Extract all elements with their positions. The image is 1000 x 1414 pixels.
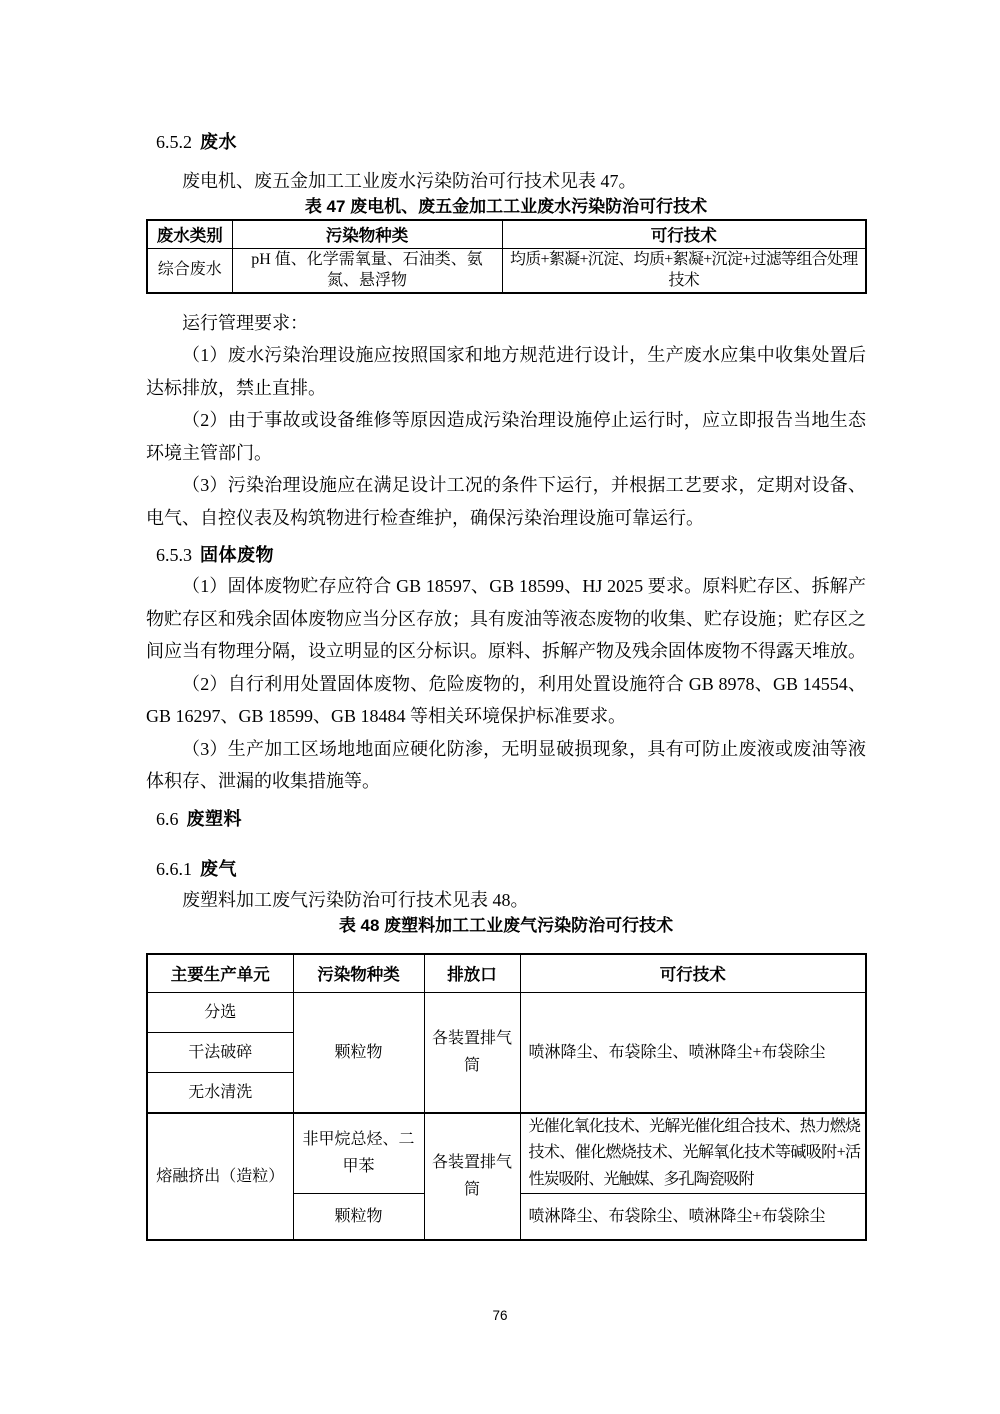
section-title: 固体废物	[200, 545, 274, 565]
section-title: 废水	[200, 132, 237, 152]
paragraph-solid-waste-3: （3）生产加工区场地地面应硬化防渗，无明显破损现象，具有可防止废液或废油等液体积存、泄漏的收集措施等。	[146, 738, 866, 791]
table-47-wastewater-techniques	[146, 219, 867, 294]
table48-cell-pollutant-nmhc-xylene: 非甲烷总烃、二甲苯	[293, 1113, 424, 1194]
table48-cell-technique-dust: 喷淋降尘、布袋除尘、喷淋降尘+布袋除尘	[520, 993, 866, 1113]
table48-header-pollutant: 污染物种类	[293, 954, 424, 993]
table48-header-outlet: 排放口	[424, 954, 520, 993]
table-48-waste-gas-techniques	[146, 953, 867, 1241]
operation-requirements-block	[146, 307, 866, 535]
table48-cell-outlet-stacks: 各装置排气筒	[424, 993, 520, 1113]
section-title: 废塑料	[186, 808, 242, 829]
paragraph-intro-table48: 废塑料加工废气污染防治可行技术见表 48。	[182, 889, 529, 910]
table48-cell-unit-dry-crushing: 干法破碎	[147, 1033, 293, 1073]
table47-header-category: 废水类别	[147, 220, 232, 248]
page-content	[146, 0, 866, 1241]
page-number: 76	[492, 1308, 508, 1323]
section-heading-solid-waste	[156, 543, 866, 567]
table47-header-technique: 可行技术	[502, 220, 866, 248]
table48-cell-pollutant-particulate: 颗粒物	[293, 993, 424, 1113]
table48-cell-unit-melt-extrusion: 熔融挤出（造粒）	[147, 1113, 293, 1240]
paragraph-intro-table47: 废电机、废五金加工工业废水污染防治可行技术见表 47。	[182, 171, 637, 191]
table48-header-row	[147, 954, 866, 993]
paragraph-ops-title: 运行管理要求：	[182, 312, 308, 333]
table47-cell-technique: 均质+絮凝+沉淀、均质+絮凝+沉淀+过滤等组合处理技术	[502, 248, 866, 293]
table47-data-row	[147, 248, 866, 293]
paragraph-ops-1: （1）废水污染治理设施应按照国家和地方规范进行设计，生产废水应集中收集处置后达标排放，禁止直排。	[146, 345, 866, 398]
table47-cell-pollutants: pH 值、化学需氧量、石油类、氨氮、悬浮物	[232, 248, 502, 293]
section-number: 6.5.2	[156, 132, 192, 152]
table48-header-technique: 可行技术	[520, 954, 866, 993]
table48-row-sorting	[147, 993, 866, 1033]
table47-caption: 表 47 废电机、废五金加工工业废水污染防治可行技术	[304, 197, 708, 216]
table48-row-melt-extrusion-voc	[147, 1113, 866, 1194]
section-title: 废气	[200, 858, 237, 879]
section-number: 6.5.3	[156, 545, 192, 565]
solid-waste-block	[146, 570, 866, 798]
paragraph-ops-3: （3）污染治理设施应在满足设计工况的条件下运行，并根据工艺要求，定期对设备、电气、自控仪表及构筑物进行检查维护，确保污染治理设施可靠运行。	[146, 475, 866, 528]
table48-cell-unit-sorting: 分选	[147, 993, 293, 1033]
table47-cell-category: 综合废水	[147, 248, 232, 293]
paragraph-solid-waste-2: （2）自行利用处置固体废物、危险废物的，利用处置设施符合 GB 8978、GB 14554、GB 16297、GB 18599、GB 18484 等相关环境保护标准要求。	[146, 673, 866, 726]
table48-cell-outlet-stacks-2: 各装置排气筒	[424, 1113, 520, 1240]
section-number: 6.6	[156, 808, 179, 829]
section-heading-waste-plastic	[156, 807, 866, 831]
table47-header-pollutants: 污染物种类	[232, 220, 502, 248]
table48-cell-technique-voc: 光催化氧化技术、光解光催化组合技术、热力燃烧技术、催化燃烧技术、光解氧化技术等碱吸附+活性炭吸附、光触媒、多孔陶瓷吸附	[520, 1113, 866, 1194]
section-heading-waste-gas	[156, 857, 866, 881]
paragraph-ops-2: （2）由于事故或设备维修等原因造成污染治理设施停止运行时，应立即报告当地生态环境主管部门。	[146, 410, 866, 463]
table48-cell-unit-waterless-cleaning: 无水清洗	[147, 1073, 293, 1113]
table48-cell-pollutant-particulate-2: 颗粒物	[293, 1194, 424, 1240]
table47-header-row	[147, 220, 866, 248]
section-heading-wastewater	[156, 130, 866, 154]
section-number: 6.6.1	[156, 858, 192, 879]
table48-caption: 表 48 废塑料加工工业废气污染防治可行技术	[338, 915, 674, 935]
table48-header-unit: 主要生产单元	[147, 954, 293, 993]
table48-cell-technique-dust-2: 喷淋降尘、布袋除尘、喷淋降尘+布袋除尘	[520, 1194, 866, 1240]
paragraph-solid-waste-1: （1）固体废物贮存应符合 GB 18597、GB 18599、HJ 2025 要求。原料贮存区、拆解产物贮存区和残余固体废物应当分区存放；具有废油等液态废物的收集、贮存设施；贮存区之间应当有物理分隔，设立明显的区分标识。原料、拆解产物及残余固体废物不得露天堆放。	[146, 576, 866, 661]
